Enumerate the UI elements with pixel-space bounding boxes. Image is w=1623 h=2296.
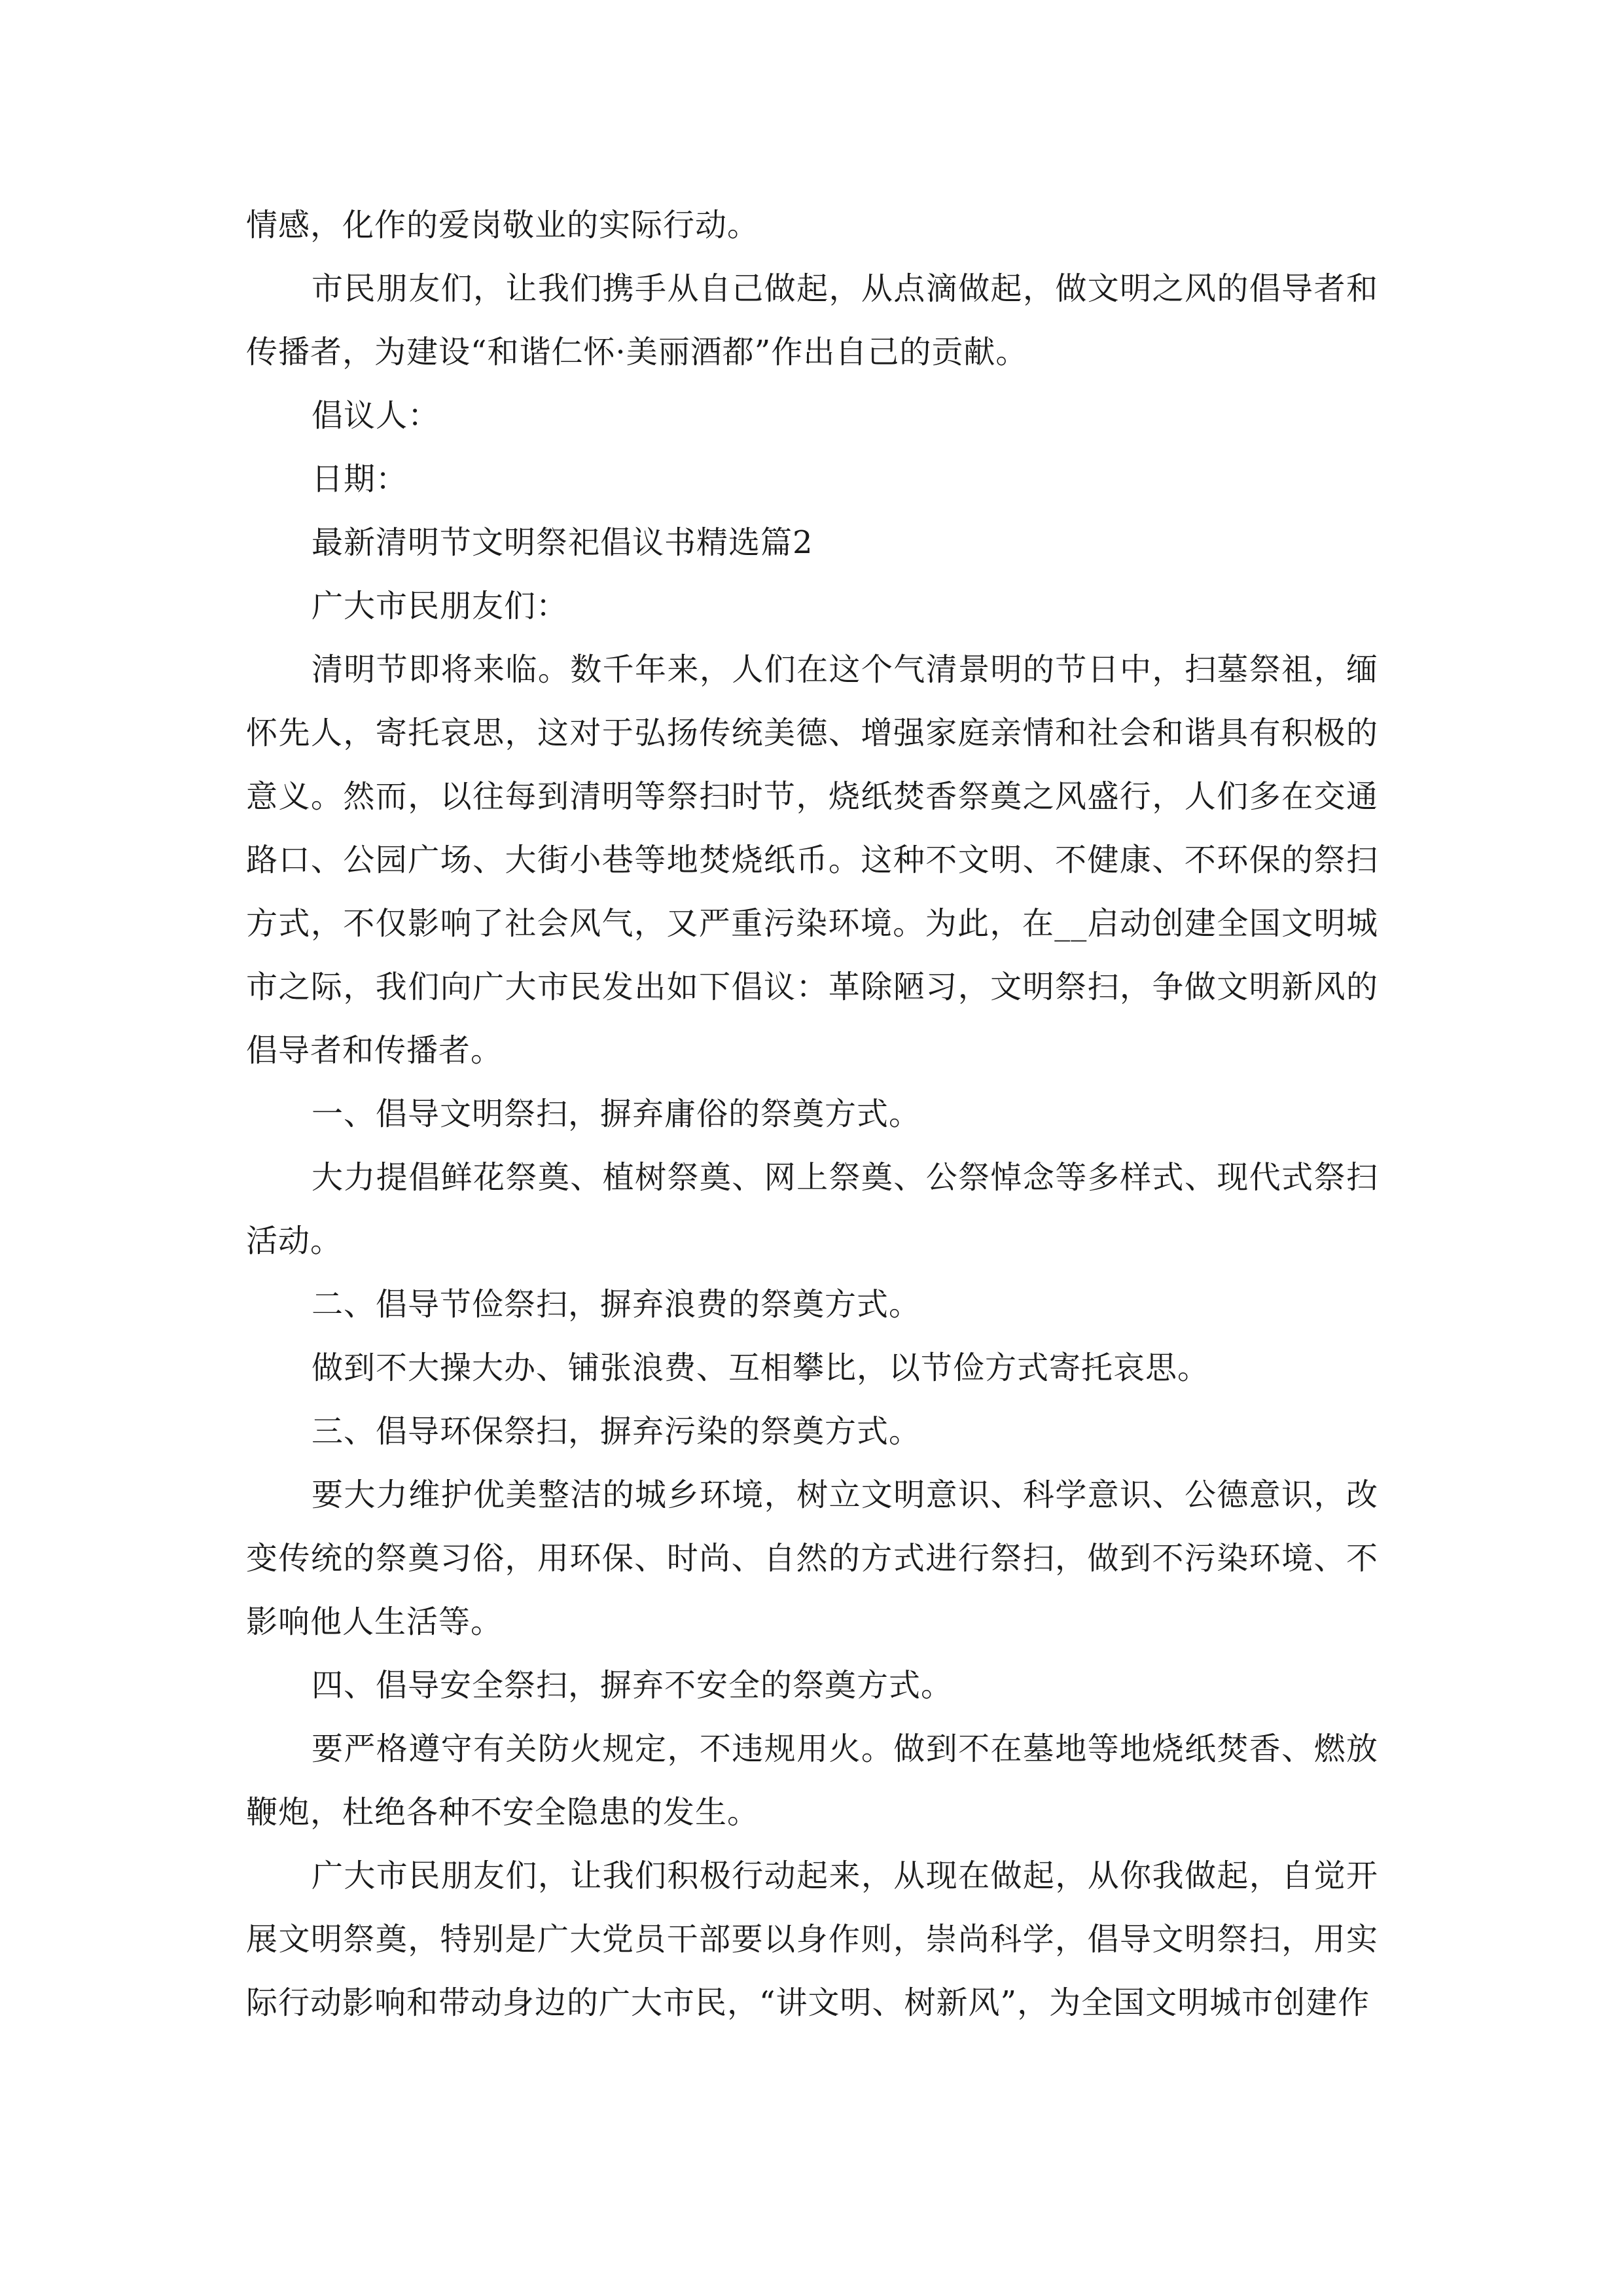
- date-line: 日期：: [312, 461, 408, 497]
- paragraph-item-1: 大力提倡鲜花祭奠、植树祭奠、网上祭奠、公祭悼念等多样式、现代式祭扫活动。: [246, 1159, 1378, 1259]
- paragraph-call-to-citizens: 市民朋友们，让我们携手从自己做起，从点滴做起，做文明之风的倡导者和传播者，为建设“和谐仁怀·美丽酒都”作出自己的贡献。: [246, 270, 1378, 370]
- heading-item-3: 三、倡导环保祭扫，摒弃污染的祭奠方式。: [312, 1413, 921, 1450]
- heading-item-4: 四、倡导安全祭扫，摒弃不安全的祭奠方式。: [312, 1667, 954, 1704]
- paragraph-item-2: 做到不大操大办、铺张浪费、互相攀比，以节俭方式寄托哀思。: [312, 1350, 1210, 1386]
- proposer-line: 倡议人：: [312, 397, 440, 434]
- salutation: 广大市民朋友们：: [312, 588, 569, 624]
- paragraph-item-3: 要大力维护优美整洁的城乡环境，树立文明意识、科学意识、公德意识，改变传统的祭奠习俗，用环保、时尚、自然的方式进行祭扫，做到不污染环境、不影响他人生活等。: [246, 1477, 1378, 1640]
- paragraph-item-4: 要严格遵守有关防火规定，不违规用火。做到不在墓地等地烧纸焚香、燃放鞭炮，杜绝各种不安全隐患的发生。: [246, 1731, 1378, 1831]
- section-title: 最新清明节文明祭祀倡议书精选篇2: [312, 524, 813, 561]
- paragraph-closing: 广大市民朋友们，让我们积极行动起来，从现在做起，从你我做起，自觉开展文明祭奠，特别是广大党员干部要以身作则，崇尚科学，倡导文明祭扫，用实际行动影响和带动身边的广大市民，“讲文明、树新风”，为全国文明城市创建作: [246, 1857, 1378, 2021]
- heading-item-1: 一、倡导文明祭扫，摒弃庸俗的祭奠方式。: [312, 1096, 921, 1132]
- paragraph-intro: 清明节即将来临。数千年来，人们在这个气清景明的节日中，扫墓祭祖，缅怀先人，寄托哀思，这对于弘扬传统美德、增强家庭亲情和社会和谐具有积极的意义。然而，以往每到清明等祭扫时节，烧纸焚香祭奠之风盛行，人们多在交通路口、公园广场、大街小巷等地焚烧纸币。这种不文明、不健康、不环保的祭扫方式，不仅影响了社会风气，又严重污染环境。为此，在__启动创建全国文明城市之际，我们向广大市民发出如下倡议：革除陋习，文明祭扫，争做文明新风的倡导者和传播者。: [246, 651, 1378, 1069]
- paragraph-continuation: 情感，化作的爱岗敬业的实际行动。: [246, 207, 760, 243]
- heading-item-2: 二、倡导节俭祭扫，摒弃浪费的祭奠方式。: [312, 1286, 921, 1323]
- document-body: [246, 194, 1378, 2035]
